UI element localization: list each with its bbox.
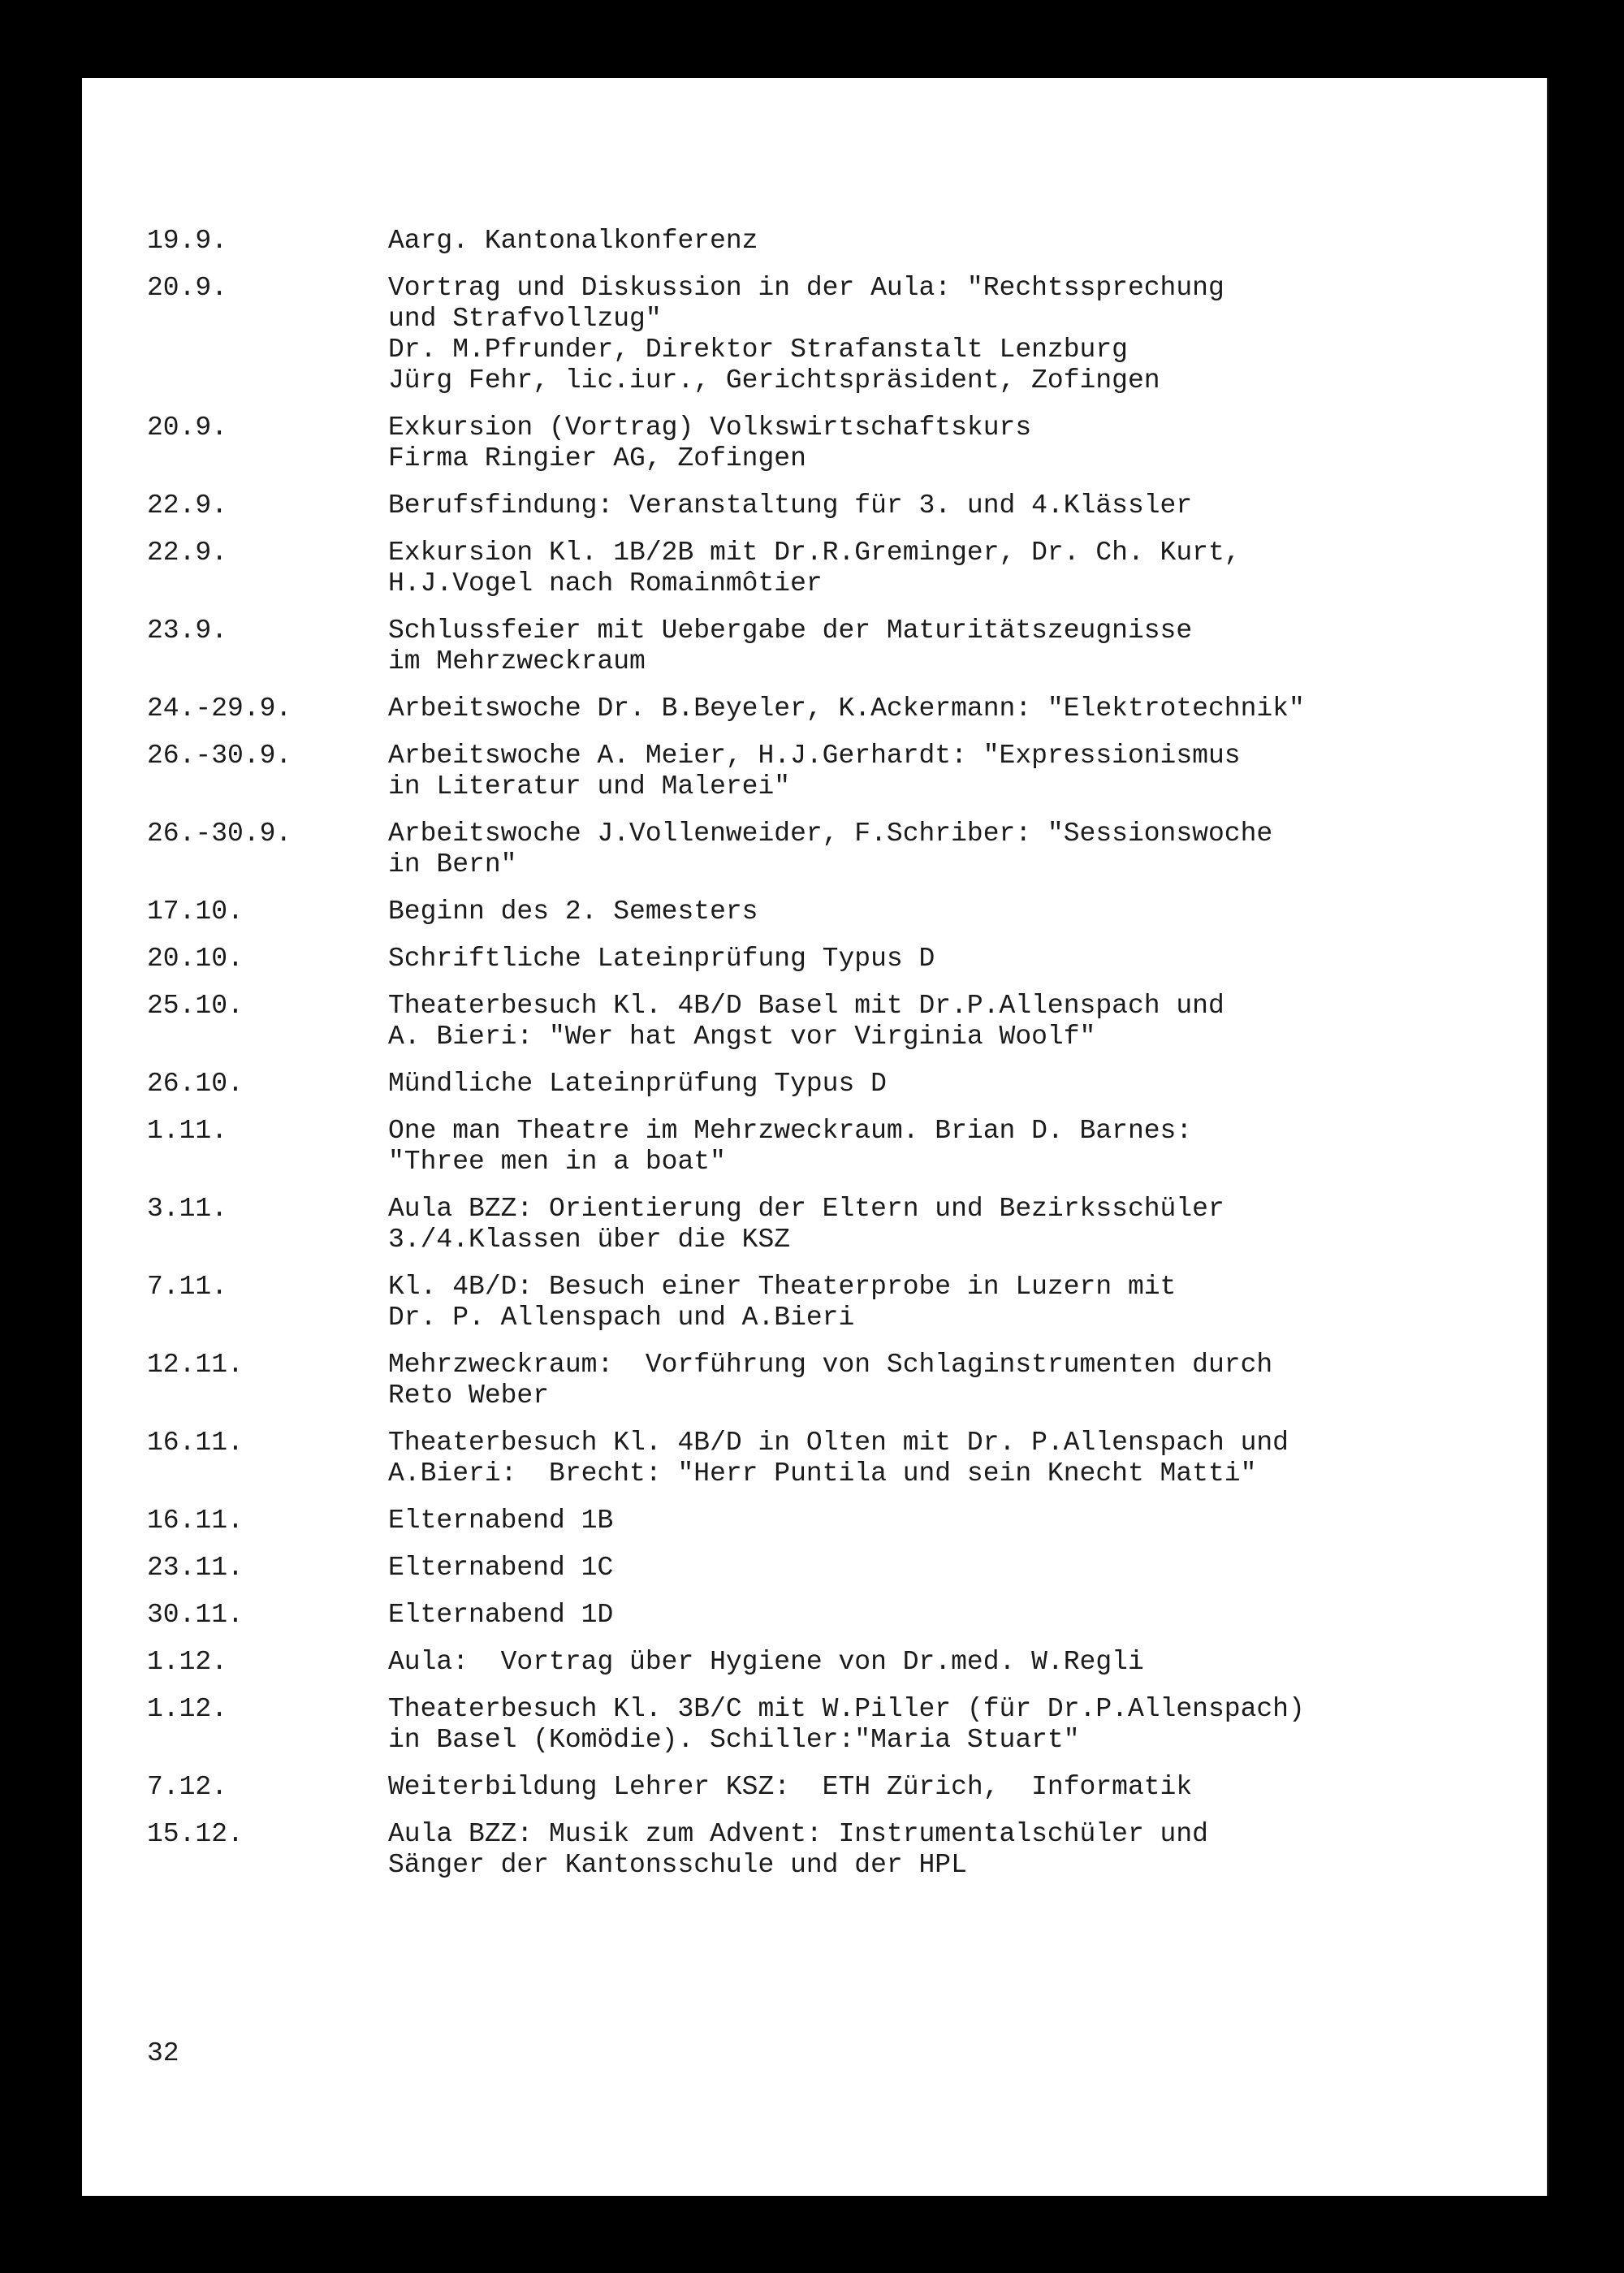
- event-entry: [147, 1819, 1527, 1881]
- event-date: 26.-30.9.: [147, 819, 292, 849]
- event-description-line: im Mehrzweckraum: [388, 646, 646, 676]
- event-date: 30.11.: [147, 1600, 244, 1630]
- event-description-line: H.J.Vogel nach Romainmôtier: [388, 568, 823, 598]
- event-entry: [147, 490, 1527, 521]
- event-description-line: Berufsfindung: Veranstaltung für 3. und 4.Klässler: [388, 490, 1193, 521]
- event-description-line: Weiterbildung Lehrer KSZ: ETH Zürich, Informatik: [388, 1772, 1193, 1802]
- event-description-line: One man Theatre im Mehrzweckraum. Brian D. Barnes:: [388, 1116, 1193, 1146]
- event-description: [388, 1819, 1527, 1881]
- event-description: [388, 1116, 1527, 1178]
- event-entry: [147, 616, 1527, 677]
- event-description-line: Vortrag und Diskussion in der Aula: "Rechtssprechung: [388, 273, 1224, 303]
- event-entry: [147, 1350, 1527, 1411]
- event-entry: [147, 413, 1527, 474]
- event-description-line: "Three men in a boat": [388, 1147, 726, 1177]
- event-date: 23.9.: [147, 616, 228, 646]
- event-entry: [147, 1272, 1527, 1333]
- event-description-line: Aula BZZ: Musik zum Advent: Instrumentalschüler und: [388, 1819, 1208, 1849]
- event-description: [388, 1272, 1527, 1333]
- event-date: 26.10.: [147, 1069, 244, 1099]
- event-entry: [147, 1116, 1527, 1178]
- event-entry: [147, 1694, 1527, 1756]
- event-entry: [147, 694, 1527, 724]
- event-entry: [147, 897, 1527, 927]
- event-entry: [147, 1600, 1527, 1631]
- event-entry: [147, 273, 1527, 396]
- event-entry: [147, 1647, 1527, 1678]
- event-description: [388, 1506, 1527, 1536]
- event-date: 25.10.: [147, 991, 244, 1021]
- event-description-line: in Basel (Komödie). Schiller:"Maria Stuart": [388, 1725, 1080, 1755]
- event-description-line: 3./4.Klassen über die KSZ: [388, 1225, 791, 1255]
- event-entry: [147, 1553, 1527, 1584]
- event-description: [388, 1350, 1527, 1411]
- event-date: 1.12.: [147, 1694, 228, 1724]
- event-description: [388, 1553, 1527, 1584]
- event-date: 20.10.: [147, 944, 244, 974]
- event-entry: [147, 1428, 1527, 1489]
- event-description-line: Aula: Vortrag über Hygiene von Dr.med. W.Regli: [388, 1647, 1144, 1677]
- event-date: 16.11.: [147, 1428, 244, 1458]
- event-description: [388, 741, 1527, 802]
- event-description-line: Elternabend 1B: [388, 1506, 614, 1536]
- event-description-line: Mündliche Lateinprüfung Typus D: [388, 1069, 887, 1099]
- event-date: 12.11.: [147, 1350, 244, 1380]
- document-page: [82, 78, 1548, 2196]
- event-date: 26.-30.9.: [147, 741, 292, 771]
- event-entry: [147, 1772, 1527, 1803]
- event-description-line: Schriftliche Lateinprüfung Typus D: [388, 944, 935, 974]
- event-description-line: Aarg. Kantonalkonferenz: [388, 226, 758, 256]
- event-description-line: Jürg Fehr, lic.iur., Gerichtspräsident, Zofingen: [388, 365, 1160, 395]
- page-number: 32: [147, 2038, 179, 2068]
- event-entry: [147, 1069, 1527, 1100]
- event-entry: [147, 1506, 1527, 1536]
- event-description: [388, 616, 1527, 677]
- event-description: [388, 897, 1527, 927]
- event-date: 19.9.: [147, 226, 228, 256]
- event-date: 1.11.: [147, 1116, 228, 1146]
- event-description-line: Aula BZZ: Orientierung der Eltern und Bezirksschüler: [388, 1194, 1224, 1224]
- event-description: [388, 1069, 1527, 1100]
- event-description-line: Sänger der Kantonsschule und der HPL: [388, 1850, 967, 1880]
- event-description-line: Elternabend 1D: [388, 1600, 614, 1630]
- event-description: [388, 413, 1527, 474]
- event-description-line: Theaterbesuch Kl. 4B/D Basel mit Dr.P.Allenspach und: [388, 991, 1224, 1021]
- event-description-line: Theaterbesuch Kl. 3B/C mit W.Piller (für Dr.P.Allenspach): [388, 1694, 1305, 1724]
- event-date: 22.9.: [147, 538, 228, 568]
- event-description-line: Arbeitswoche A. Meier, H.J.Gerhardt: "Expressionismus: [388, 741, 1241, 771]
- event-description-line: Dr. P. Allenspach und A.Bieri: [388, 1303, 855, 1333]
- event-entry: [147, 1194, 1527, 1255]
- event-description: [388, 226, 1527, 257]
- event-description-line: Elternabend 1C: [388, 1553, 614, 1583]
- event-date: 7.12.: [147, 1772, 228, 1802]
- event-description-line: Exkursion (Vortrag) Volkswirtschaftskurs: [388, 413, 1032, 443]
- event-description-line: A. Bieri: "Wer hat Angst vor Virginia Woolf": [388, 1022, 1096, 1052]
- event-date: 7.11.: [147, 1272, 228, 1302]
- event-description-line: A.Bieri: Brecht: "Herr Puntila und sein Knecht Matti": [388, 1458, 1257, 1489]
- event-date: 17.10.: [147, 897, 244, 927]
- event-description: [388, 1647, 1527, 1678]
- event-entry: [147, 538, 1527, 599]
- event-description: [388, 490, 1527, 521]
- event-description-line: Arbeitswoche Dr. B.Beyeler, K.Ackermann: "Elektrotechnik": [388, 694, 1305, 724]
- event-date: 23.11.: [147, 1553, 244, 1583]
- event-date: 20.9.: [147, 413, 228, 443]
- event-description: [388, 1694, 1527, 1756]
- event-date: 24.-29.9.: [147, 694, 292, 724]
- event-date: 20.9.: [147, 273, 228, 303]
- event-description-line: Schlussfeier mit Uebergabe der Maturitätszeugnisse: [388, 616, 1193, 646]
- event-description: [388, 273, 1527, 396]
- event-description: [388, 991, 1527, 1052]
- event-description-line: in Literatur und Malerei": [388, 771, 791, 802]
- event-description: [388, 1772, 1527, 1803]
- event-description: [388, 944, 1527, 974]
- event-description: [388, 694, 1527, 724]
- event-entry: [147, 991, 1527, 1052]
- event-list: [147, 226, 1527, 1897]
- event-description-line: und Strafvollzug": [388, 304, 662, 334]
- event-description-line: in Bern": [388, 849, 517, 879]
- event-entry: [147, 944, 1527, 974]
- event-description: [388, 538, 1527, 599]
- event-date: 15.12.: [147, 1819, 244, 1849]
- event-description-line: Firma Ringier AG, Zofingen: [388, 443, 806, 473]
- event-description-line: Theaterbesuch Kl. 4B/D in Olten mit Dr. P.Allenspach und: [388, 1428, 1289, 1458]
- event-entry: [147, 226, 1527, 257]
- event-date: 22.9.: [147, 490, 228, 521]
- event-description-line: Arbeitswoche J.Vollenweider, F.Schriber: "Sessionswoche: [388, 819, 1273, 849]
- event-description-line: Mehrzweckraum: Vorführung von Schlaginstrumenten durch: [388, 1350, 1273, 1380]
- event-date: 1.12.: [147, 1647, 228, 1677]
- event-description-line: Kl. 4B/D: Besuch einer Theaterprobe in Luzern mit: [388, 1272, 1177, 1302]
- event-description-line: Reto Weber: [388, 1381, 550, 1411]
- event-date: 3.11.: [147, 1194, 228, 1224]
- event-description: [388, 1600, 1527, 1631]
- event-date: 16.11.: [147, 1506, 244, 1536]
- event-description-line: Exkursion Kl. 1B/2B mit Dr.R.Greminger, Dr. Ch. Kurt,: [388, 538, 1241, 568]
- event-description-line: Beginn des 2. Semesters: [388, 897, 758, 927]
- event-description: [388, 1194, 1527, 1255]
- event-description: [388, 819, 1527, 880]
- event-entry: [147, 741, 1527, 802]
- event-description: [388, 1428, 1527, 1489]
- event-entry: [147, 819, 1527, 880]
- event-description-line: Dr. M.Pfrunder, Direktor Strafanstalt Lenzburg: [388, 335, 1128, 365]
